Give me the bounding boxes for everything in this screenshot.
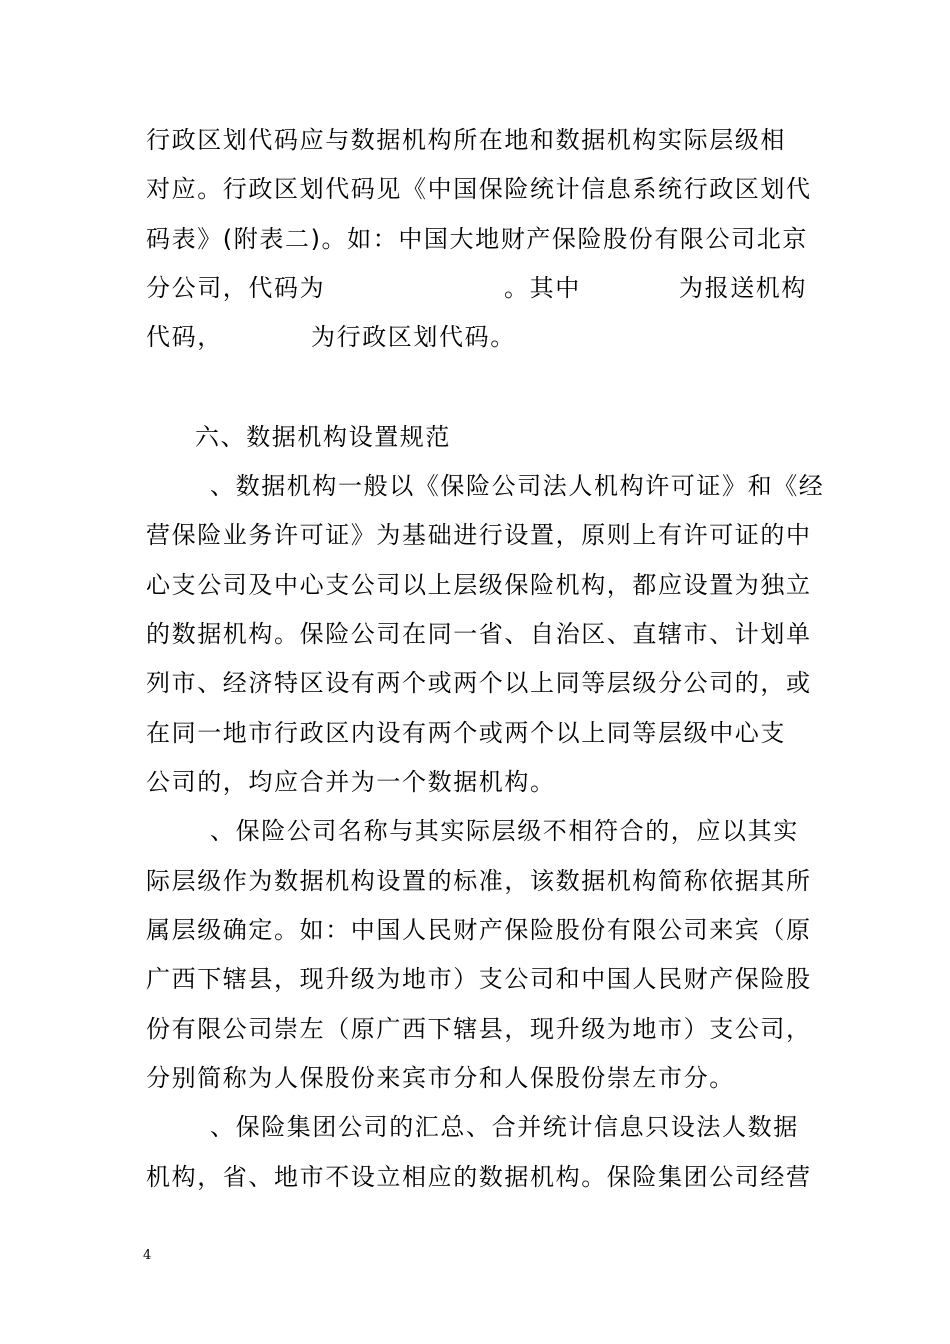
- text-line: 广西下辖县，现升级为地市）支公司和中国人民财产保险股: [146, 965, 812, 993]
- text-line: 属层级确定。如：中国人民财产保险股份有限公司来宾（原: [146, 916, 812, 944]
- text-segment: 为行政区划代码。: [311, 323, 516, 351]
- text-line: 、保险公司名称与其实际层级不相符合的，应以其实: [210, 817, 799, 845]
- text-segment: 代码，: [146, 323, 223, 351]
- text-segment: 分公司，代码为: [146, 274, 326, 302]
- text-line: 、保险集团公司的汇总、合并统计信息只设法人数据: [210, 1113, 799, 1141]
- text-line-with-blanks: [146, 317, 810, 357]
- text-segment: 为报送机构: [679, 274, 807, 302]
- text-line: 公司的，均应合并为一个数据机构。: [146, 768, 556, 796]
- text-line: 份有限公司崇左（原广西下辖县，现升级为地市）支公司，: [146, 1015, 812, 1043]
- section-heading: 六、数据机构设置规范: [195, 423, 451, 451]
- text-line-with-blanks: [146, 268, 810, 308]
- text-line: 对应。行政区划代码见《中国保险统计信息系统行政区划代: [146, 175, 812, 203]
- text-segment: 。其中: [504, 274, 581, 302]
- text-line: 机构，省、地市不设立相应的数据机构。保险集团公司经营: [146, 1163, 812, 1191]
- text-line: 际层级作为数据机构设置的标准，该数据机构简称依据其所: [146, 867, 812, 895]
- text-line: 、数据机构一般以《保险公司法人机构许可证》和《经: [210, 472, 825, 500]
- text-line: 营保险业务许可证》为基础进行设置，原则上有许可证的中: [146, 521, 812, 549]
- text-line: 码表》(附表二)。如：中国大地财产保险股份有限公司北京: [146, 225, 808, 253]
- page-number: 4: [143, 1248, 152, 1263]
- text-line: 在同一地市行政区内设有两个或两个以上同等层级中心支: [146, 719, 786, 747]
- text-line: 的数据机构。保险公司在同一省、自治区、直辖市、计划单: [146, 620, 812, 648]
- text-line: 分别简称为人保股份来宾市分和人保股份崇左市分。: [146, 1064, 735, 1092]
- text-line: 列市、经济特区设有两个或两个以上同等层级分公司的，或: [146, 669, 812, 697]
- text-line: 心支公司及中心支公司以上层级保险机构，都应设置为独立: [146, 571, 812, 599]
- text-line: 行政区划代码应与数据机构所在地和数据机构实际层级相: [146, 126, 786, 154]
